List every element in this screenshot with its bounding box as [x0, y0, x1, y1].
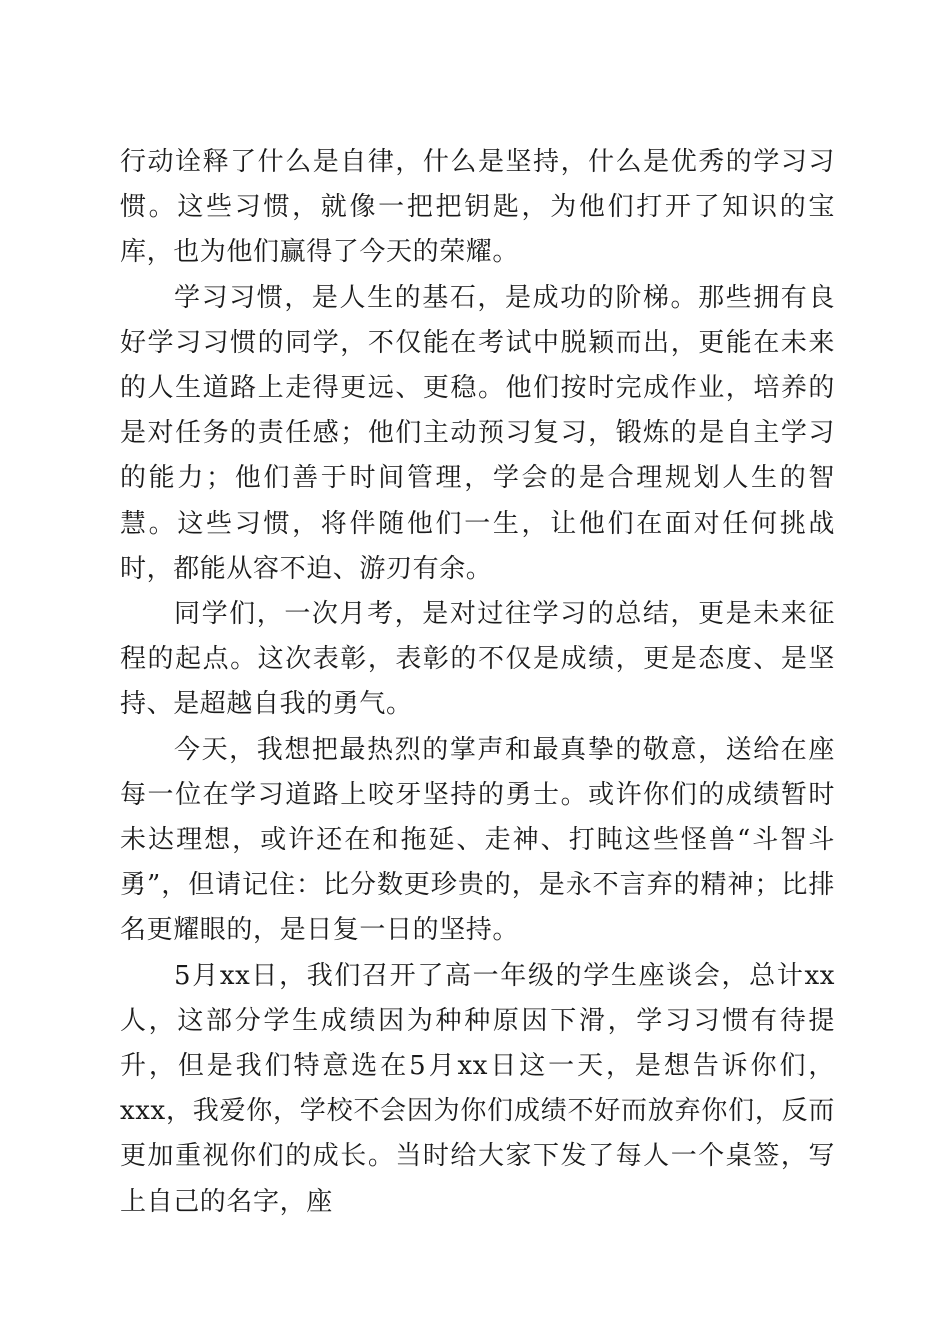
paragraph-2: 学习习惯，是人生的基石，是成功的阶梯。那些拥有良好学习习惯的同学，不仅能在考试中脱颖而出，更能在未来的人生道路上走得更远、更稳。他们按时完成作业，培养的是对任务的责任感；他们主动预习复习，锻炼的是自主学习的能力；他们善于时间管理，学会的是合理规划人生的智慧。这些习惯，将伴随他们一生，让他们在面对任何挑战时，都能从容不迫、游刃有余。: [120, 282, 835, 584]
paragraph-1: 行动诠释了什么是自律，什么是坚持，什么是优秀的学习习惯。这些习惯，就像一把把钥匙，为他们打开了知识的宝库，也为他们赢得了今天的荣耀。: [120, 147, 835, 268]
paragraph-3: 同学们，一次月考，是对过往学习的总结，更是未来征程的起点。这次表彰，表彰的不仅是成绩，更是态度、是坚持、是超越自我的勇气。: [120, 599, 835, 720]
paragraph-5: 5月xx日，我们召开了高一年级的学生座谈会，总计xx人，这部分学生成绩因为种种原因下滑，学习习惯有待提升，但是我们特意选在5月xx日这一天，是想告诉你们，xxx，我爱你，学校不会因为你们成绩不好而放弃你们，反而更加重视你们的成长。当时给大家下发了每人一个桌签，写上自己的名字，座: [120, 960, 835, 1217]
paragraph-4: 今天，我想把最热烈的掌声和最真挚的敬意，送给在座每一位在学习道路上咬牙坚持的勇士。或许你们的成绩暂时未达理想，或许还在和拖延、走神、打盹这些怪兽“斗智斗勇”，但请记住：比分数更珍贵的，是永不言弃的精神；比排名更耀眼的，是日复一日的坚持。: [120, 734, 835, 946]
document-body: [120, 140, 835, 1225]
